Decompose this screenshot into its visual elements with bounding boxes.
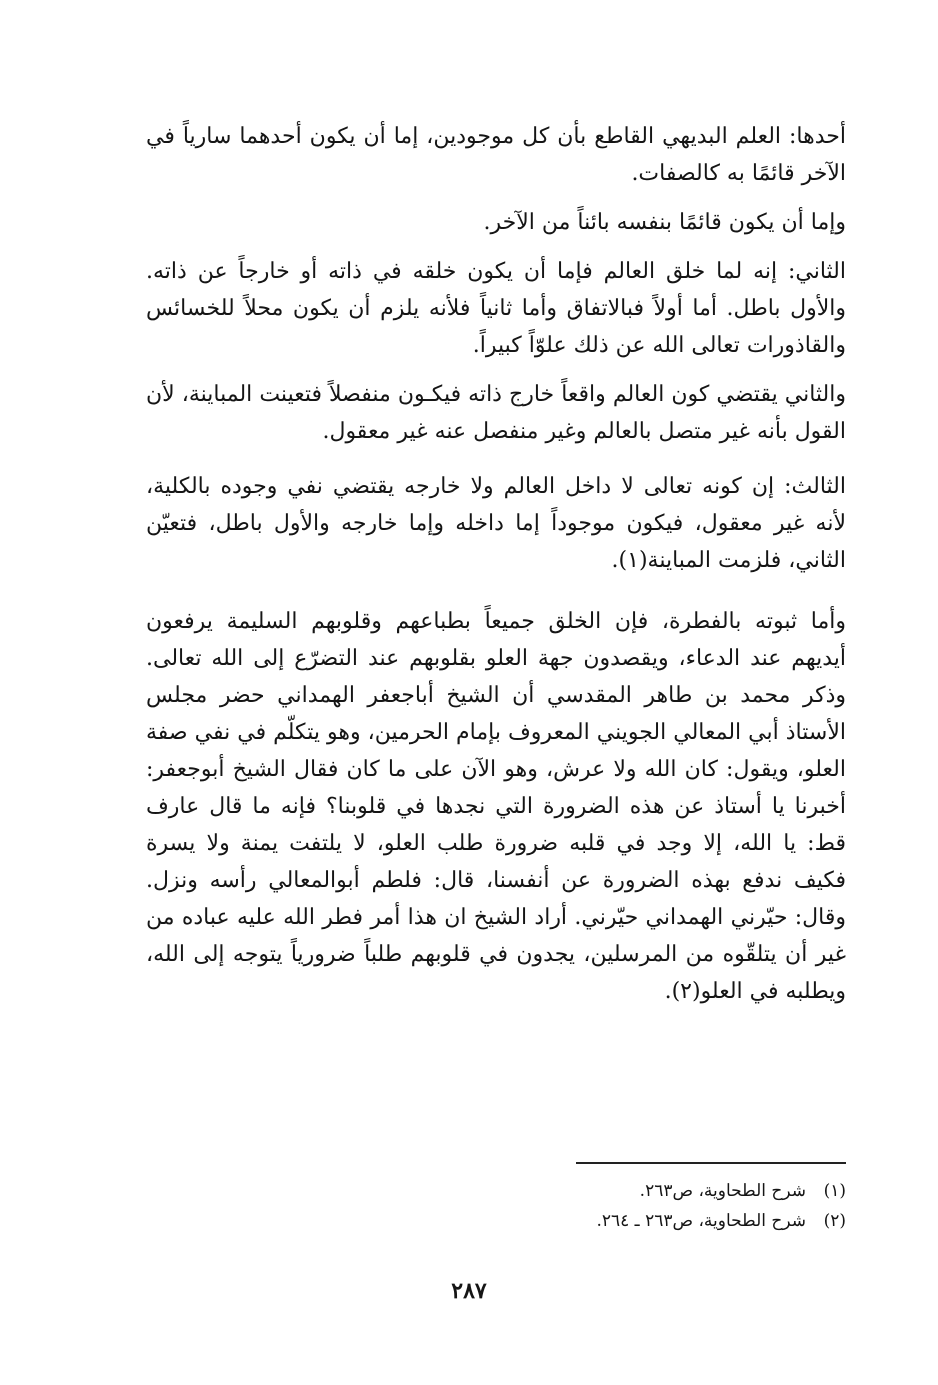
paragraph-4: والثاني يقتضي كون العالم واقعاً خارج ذاته فيكـون منفصلاً فتعينت المباينة، لأن القول بأنه غير متصل بالعالم وغير منفصل عنه غير معقول. (146, 382, 846, 444)
footnote-text: شرح الطحاوية، ص٢٦٣ ـ ٢٦٤. (596, 1211, 806, 1231)
paragraph-1: أحدها: العلم البديهي القاطع بأن كل موجودين، إما أن يكون أحدهما سارياً في الآخر قائمًا به كالصفات. (146, 124, 846, 186)
page-number: ٢٨٧ (451, 1278, 487, 1304)
body-text (146, 118, 846, 1010)
paragraph-2: وإما أن يكون قائمًا بنفسه بائناً من الآخر. (483, 210, 846, 235)
paragraph-3: الثاني: إنه لما خلق العالم فإما أن يكون خلقه في ذاته أو خارجاً عن ذاته. والأول باطل. أما أولاً فبالاتفاق وأما ثانياً فلأنه يلزم أن يكون محلاً للخسائس والقاذورات تعالى الله عن ذلك علوّاً كبيراً. (146, 259, 846, 358)
footnote-text: شرح الطحاوية، ص٢٦٣. (639, 1181, 806, 1201)
paragraph-5: الثالث: إن كونه تعالى لا داخل العالم ولا خارجه يقتضي نفي وجوده بالكلية، لأنه غير معقول، فيكون موجوداً إما داخله وإما خارجه والأول باطل، فتعيّن الثاني، فلزمت المباينة(١). (146, 474, 846, 573)
footnote-number: (٢) (823, 1211, 846, 1231)
footnote-1 (146, 1176, 846, 1206)
footnote-2 (146, 1206, 846, 1236)
footnotes (146, 1162, 846, 1236)
paragraph-6: وأما ثبوته بالفطرة، فإن الخلق جميعاً بطباعهم وقلوبهم السليمة يرفعون أيديهم عند الدعاء، ويقصدون جهة العلو بقلوبهم عند التضرّع إلى الله تعالى. وذكر محمد بن طاهر المقدسي أن الشيخ أباجعفر الهمداني حضر مجلس الأستاذ أبي المعالي الجويني المعروف بإمام الحرمين، وهو يتكلّم في نفي صفة العلو، ويقول: كان الله ولا عرش، وهو الآن على ما كان فقال الشيخ أبوجعفر: أخبرنا يا أستاذ عن هذه الضرورة التي نجدها في قلوبنا؟ فإنه ما قال عارف قط: يا الله، إلا وجد في قلبه ضرورة طلب العلو، لا يلتفت يمنة ولا يسرة فكيف ندفع بهذه الضرورة عن أنفسنا، قال: فلطم أبوالمعالي رأسه ونزل. وقال: حيّرني الهمداني حيّرني. أراد الشيخ ان هذا أمر فطر الله عليه عباده من غير أن يتلقّوه من المرسلين، يجدون في قلوبهم طلباً ضرورياً يتوجه إلى الله، ويطلبه في العلو(٢). (146, 609, 846, 1004)
footnote-divider (576, 1162, 846, 1164)
footnote-number: (١) (823, 1181, 846, 1201)
